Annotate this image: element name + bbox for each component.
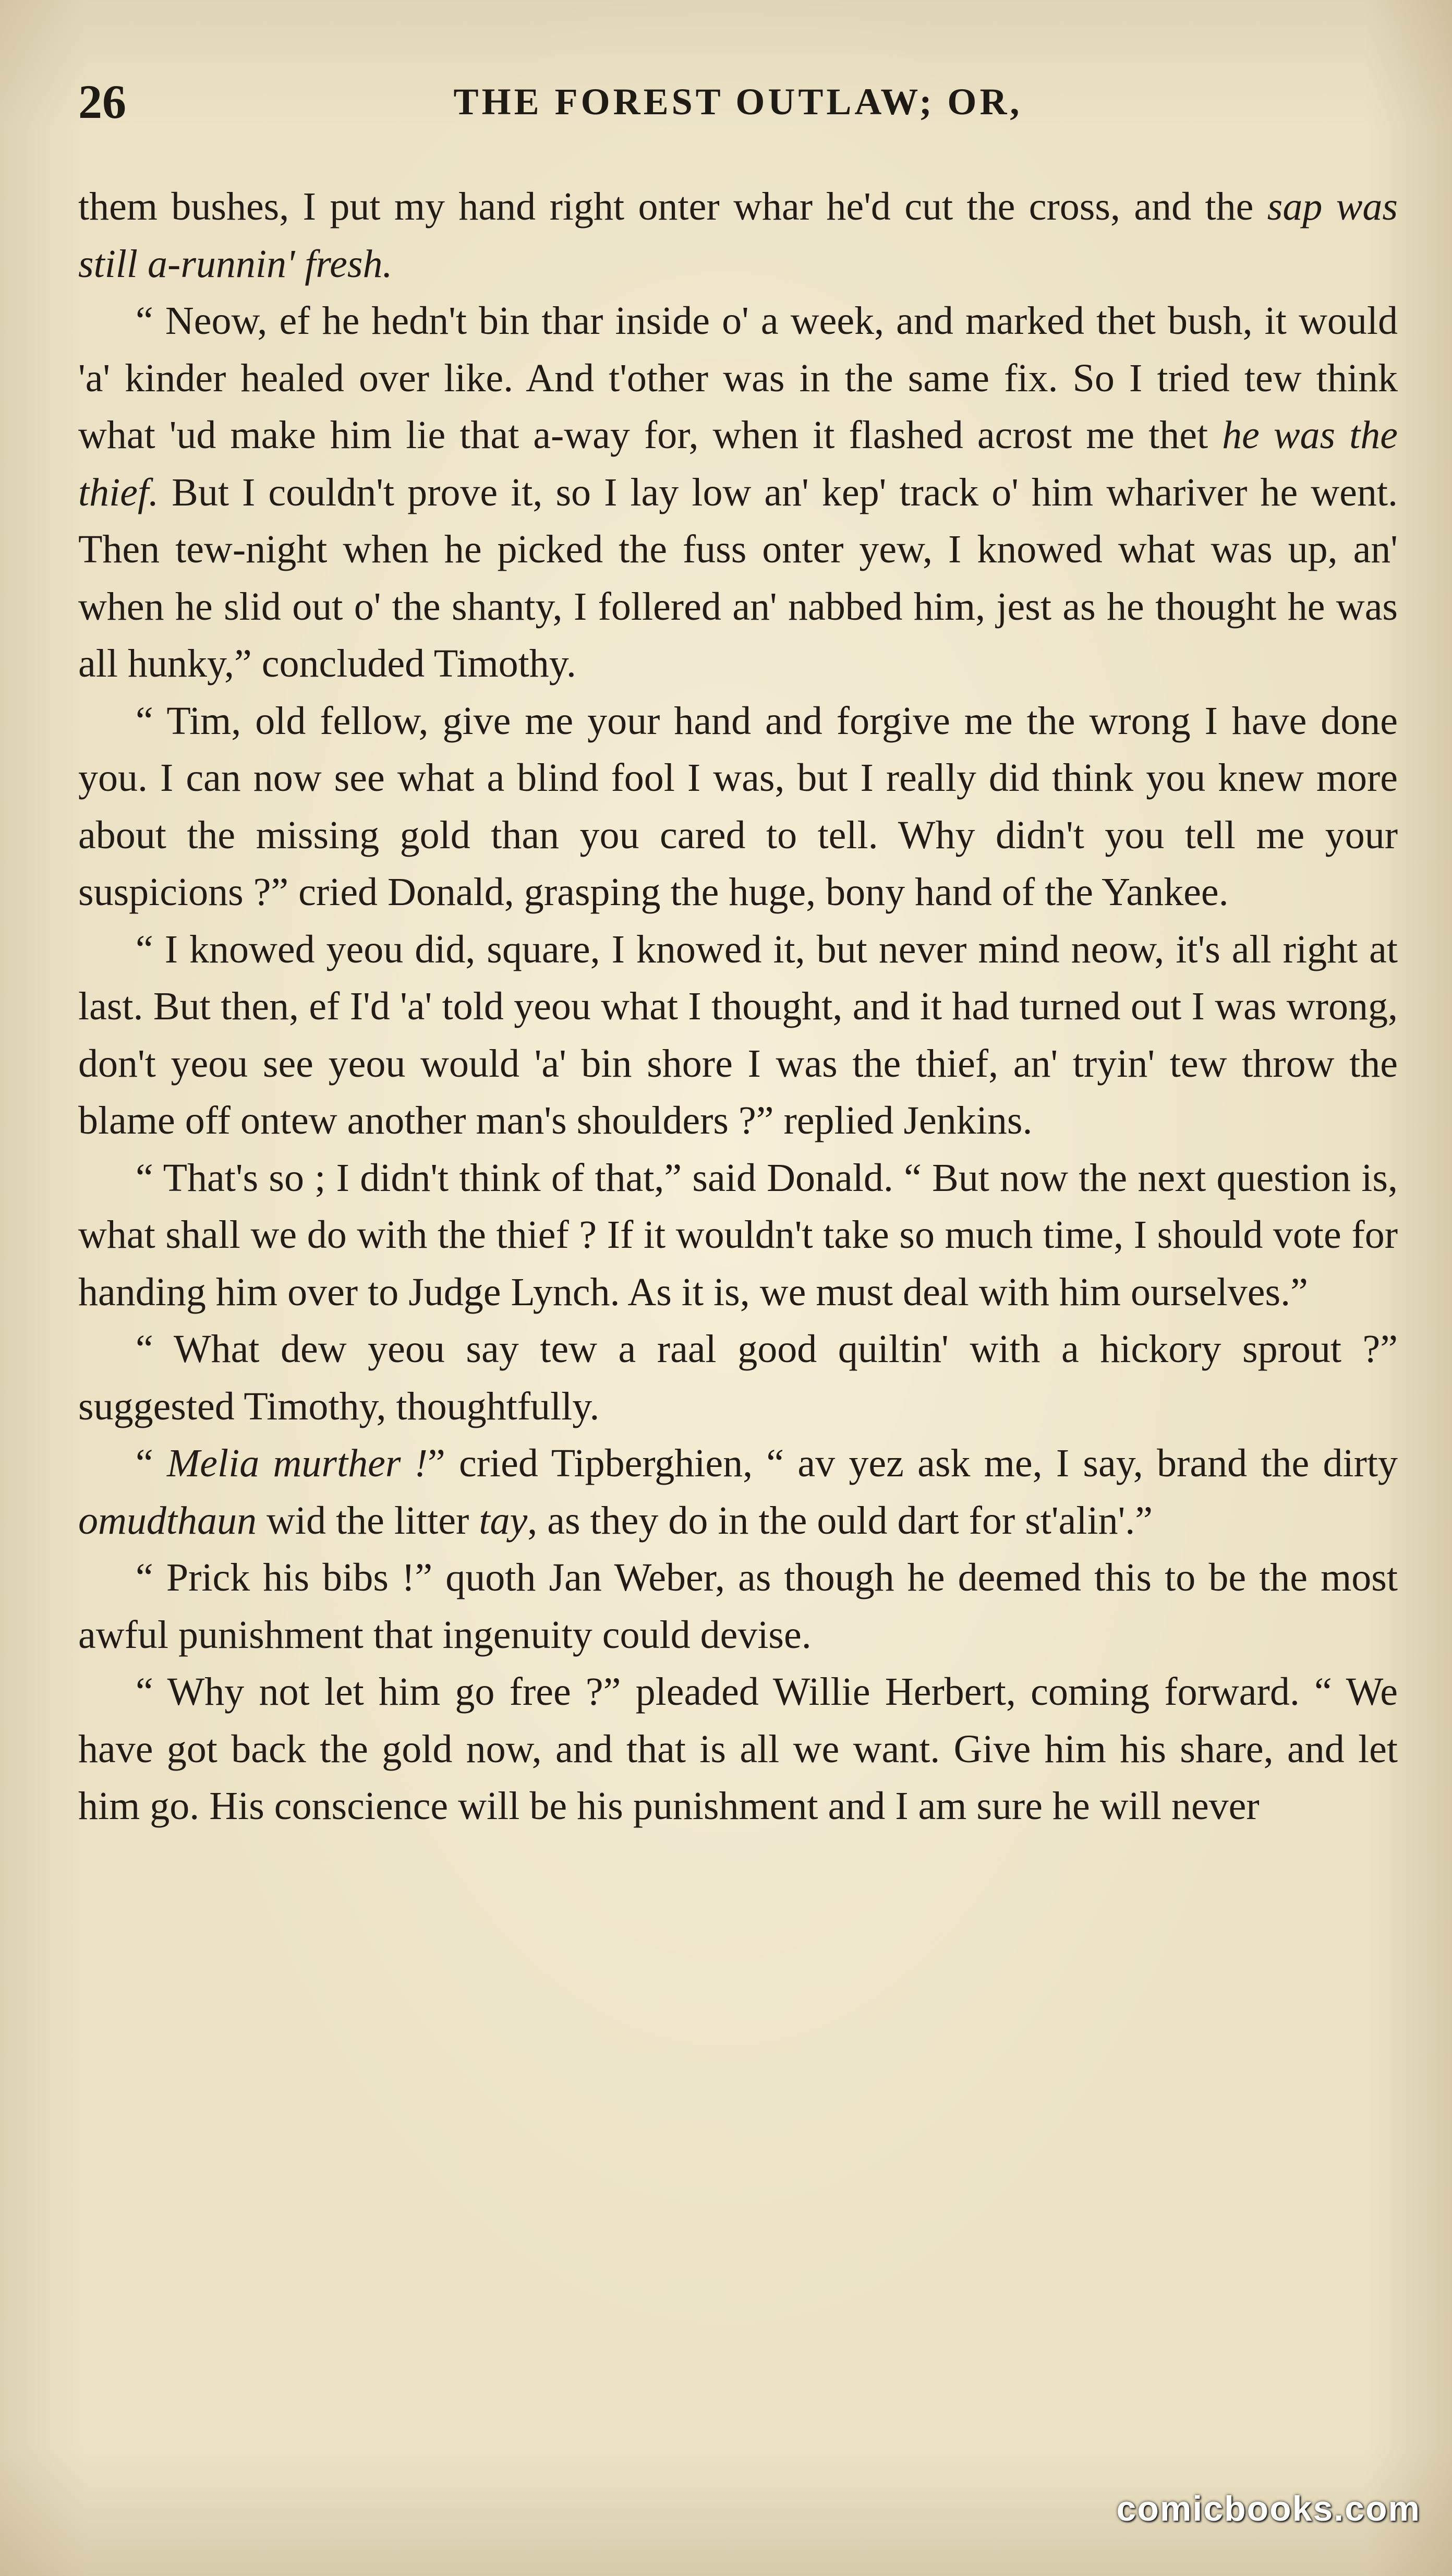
italic-text: Melia murther ! [167, 1441, 428, 1485]
text-run: , as they do in the ould dart for st'alin'.” [527, 1498, 1153, 1543]
paragraph [78, 1664, 1398, 1835]
paragraph [78, 1150, 1398, 1321]
paragraph [78, 178, 1398, 293]
italic-text: omudthaun [78, 1498, 257, 1543]
text-run: “ Why not let him go free ?” pleaded Willie Herbert, coming forward. “ We have got back the gold now, and that is all we want. Give him his share, and let him go. His conscience will be his punishment and I am sure he will never [78, 1670, 1398, 1828]
text-run: “ Tim, old fellow, give me your hand and forgive me the wrong I have done you. I can now see what a blind fool I was, but I really did think you knew more about the missing gold than you cared to tell. Why didn't you tell me your suspicions ?” cried Donald, grasping the huge, bony hand of the Yankee. [78, 699, 1398, 914]
text-run: “ What dew yeou say tew a raal good quiltin' with a hickory sprout ?” suggested Timothy, thoughtfully. [78, 1327, 1398, 1428]
text-run: “ I knowed yeou did, square, I knowed it, but never mind neow, it's all right at last. But then, ef I'd 'a' told yeou what I thought, and it had turned out I was wrong, don't yeou see yeou would 'a' bin shore I was the thief, an' tryin' tew throw the blame off ontew another man's shoulders ?” replied Jenkins. [78, 927, 1398, 1142]
paragraph [78, 1549, 1398, 1664]
italic-text: sap was still a-runnin' fresh. [78, 185, 1398, 286]
italic-text: he was the thief. [78, 413, 1398, 514]
paragraph [78, 693, 1398, 921]
paragraph [78, 921, 1398, 1150]
running-head [78, 73, 1398, 130]
watermark-logo: comicbooks.com [1116, 2489, 1421, 2529]
text-run: ” cried Tipberghien, “ av yez ask me, I say, brand the dirty [428, 1441, 1398, 1485]
text-run: But I couldn't prove it, so I lay low an' kep' track o' him whariver he went. Then tew-night when he picked the fuss onter yew, I knowed what was up, an' when he slid out o' the shanty, I follered an' nabbed him, jest as he thought he was all hunky,” concluded Timothy. [78, 470, 1398, 685]
page-number: 26 [78, 75, 126, 128]
text-run: wid the litter [257, 1498, 479, 1543]
running-title: THE FOREST OUTLAW; OR, [453, 81, 1023, 123]
text-run: “ That's so ; I didn't think of that,” said Donald. “ But now the next question is, what shall we do with the thief ? If it wouldn't take so much time, I should vote for handing him over to Judge Lynch. As it is, we must deal with him ourselves.” [78, 1155, 1398, 1314]
paragraph [78, 1321, 1398, 1435]
body-text [78, 178, 1398, 1835]
paragraph [78, 1435, 1398, 1549]
text-run: them bushes, I put my hand right onter whar he'd cut the cross, and the [78, 185, 1267, 228]
text-run: “ Neow, ef he hedn't bin thar inside o' a week, and marked thet bush, it would 'a' kinder healed over like. And t'other was in the same fix. So I tried tew think what 'ud make him lie that a-way for, when it flashed acrost me thet [78, 299, 1398, 457]
text-run: “ Prick his bibs !” quoth Jan Weber, as though he deemed this to be the most awful punishment that ingenuity could devise. [78, 1556, 1398, 1657]
italic-text: tay [479, 1498, 528, 1543]
paragraph [78, 293, 1398, 693]
text-run: “ [136, 1441, 167, 1485]
